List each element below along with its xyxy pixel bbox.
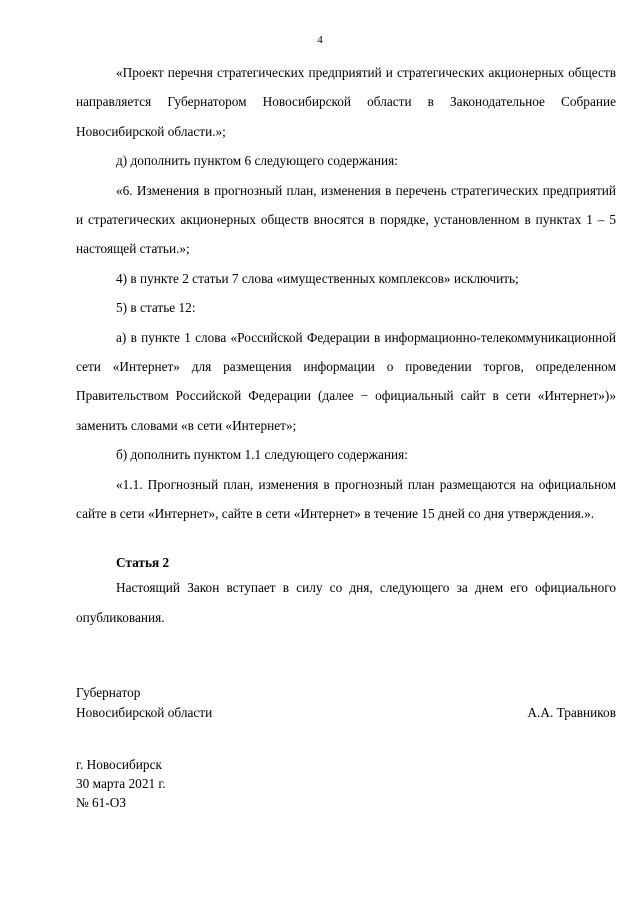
law-details <box>76 755 166 812</box>
law-number: № 61-ОЗ <box>76 795 126 810</box>
signing-date: 30 марта 2021 г. <box>76 776 166 791</box>
paragraph-project-list: «Проект перечня стратегических предприятий и стратегических акционерных обществ направляется Губернатором Новосибирской области в Законодательное Собрание Новосибирской области.»; <box>76 65 616 139</box>
paragraph-point-1-1: «1.1. Прогнозный план, изменения в прогнозный план размещаются на официальном сайте в сети «Интернет», сайте в сети «Интернет» в течение 15 дней со дня утверждения.». <box>76 476 616 522</box>
article-body <box>76 573 616 633</box>
signatory-title-line2: Новосибирской области <box>76 705 213 720</box>
paragraph-item-b: б) дополнить пунктом 1.1 следующего содержания: <box>116 447 408 463</box>
place-of-signing: г. Новосибирск <box>76 757 162 772</box>
paragraph-item-5: 5) в статье 12: <box>116 300 196 316</box>
signature-row <box>76 703 616 723</box>
paragraph-point-6: «6. Изменения в прогнозный план, изменения в перечень стратегических предприятий и стратегических акционерных обществ вносятся в порядке, установленном в пунктах 1 – 5 настоящей статьи.»; <box>76 182 616 257</box>
signatory-title-line1: Губернатор <box>76 685 141 700</box>
paragraph-item-4: 4) в пункте 2 статьи 7 слова «имущественных комплексов» исключить; <box>116 270 519 286</box>
paragraph-item-d: д) дополнить пунктом 6 следующего содержания: <box>116 153 398 169</box>
paragraph-item-a: а) в пункте 1 слова «Российской Федерации в информационно-телекоммуникационной сети «Интернет» для размещения информации о проведении торгов, определенном Правительством Российской Федерации (далее − официальный сайт в сети «Интернет»)» заменить словами «в сети «Интернет»; <box>76 329 616 433</box>
article-heading: Статья 2 <box>116 555 170 570</box>
document-body <box>76 58 616 529</box>
article-paragraph: Настоящий Закон вступает в силу со дня, следующего за днем его официального опубликования. <box>76 580 616 625</box>
signatory-name: А.А. Травников <box>527 705 616 720</box>
signature-block <box>76 683 616 723</box>
page-number: 4 <box>317 34 323 46</box>
